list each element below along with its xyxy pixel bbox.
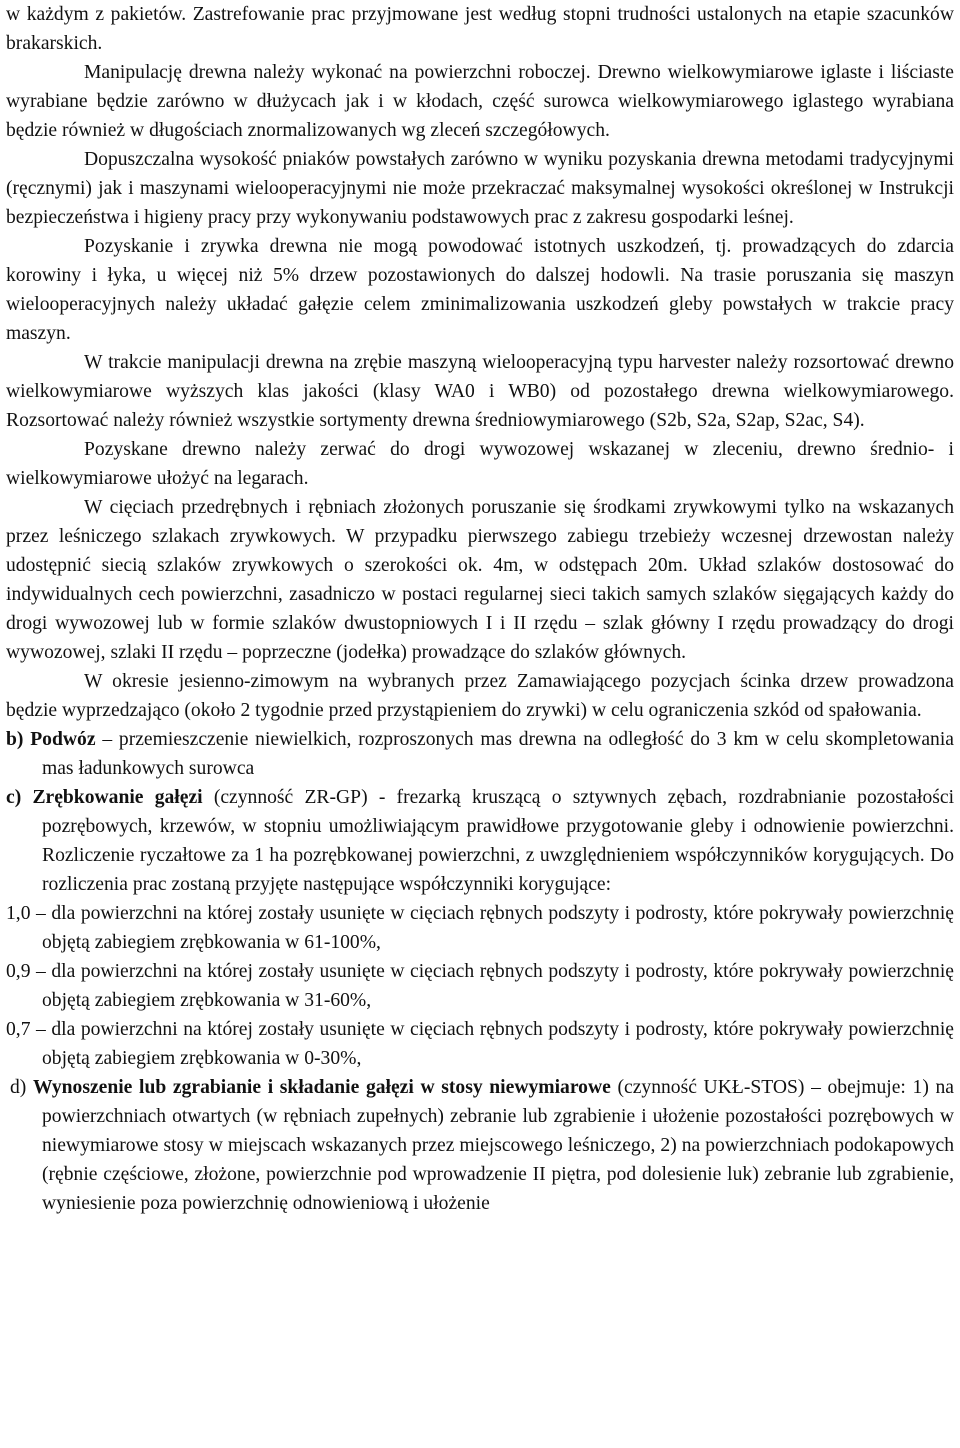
item-d-prefix: d) <box>10 1077 33 1098</box>
item-b-prefix: b) <box>6 729 31 750</box>
coefficient-text: – dla powierzchni na której zostały usunięte w cięciach rębnych podszyty i podrosty, które pokrywały powierzchnię objętą zabiegiem zrębkowania w 31-60%, <box>30 961 954 1011</box>
coefficient-value: 0,9 <box>6 961 31 982</box>
coefficient-value: 1,0 <box>6 903 31 924</box>
item-c-prefix: c) <box>6 787 33 808</box>
list-item-c <box>6 783 954 899</box>
item-b-text: – przemieszczenie niewielkich, rozproszonych mas drewna na odległość do 3 km w celu skompletowania mas ładunkowych surowca <box>42 729 954 779</box>
coefficient-value: 0,7 <box>6 1019 31 1040</box>
list-item-b <box>6 725 954 783</box>
paragraph-1: Manipulację drewna należy wykonać na powierzchni roboczej. Drewno wielkowymiarowe iglaste i liściaste wyrabiane będzie zarówno w dłużycach jak i w kłodach, część surowca wielkowymiarowego iglastego wyrabiana będzie również w długościach znormalizowanych wg zleceń szczegółowych. <box>6 62 954 141</box>
coefficient-text: – dla powierzchni na której zostały usunięte w cięciach rębnych podszyty i podrosty, które pokrywały powierzchnię objętą zabiegiem zrębkowania w 0-30%, <box>30 1019 954 1069</box>
coefficient-item <box>6 957 954 1015</box>
item-b-heading: Podwóz <box>30 729 96 750</box>
paragraph-2: Dopuszczalna wysokość pniaków powstałych zarówno w wyniku pozyskania drewna metodami tradycyjnymi (ręcznymi) jak i maszynami wielooperacyjnymi nie może przekraczać maksymalnej wysokości określonej w Instrukcji bezpieczeństwa i higieny pracy przy wykonywaniu podstawowych prac z zakresu gospodarki leśnej. <box>6 149 954 228</box>
coefficient-item <box>6 1015 954 1073</box>
paragraph-3: Pozyskanie i zrywka drewna nie mogą powodować istotnych uszkodzeń, tj. prowadzących do zdarcia korowiny i łyka, u więcej niż 5% drzew pozostawionych do dalszej hodowli. Na trasie poruszania się maszyn wielooperacyjnych należy układać gałęzie celem zminimalizowania uszkodzeń gleby powstałych w trakcie pracy maszyn. <box>6 236 954 344</box>
item-d-heading: Wynoszenie lub zgrabianie i składanie gałęzi w stosy niewymiarowe <box>32 1077 611 1098</box>
item-d-text: (czynność UKŁ-STOS) – obejmuje: 1) na powierzchniach otwartych (w rębniach zupełnych) zebranie lub zgrabienie i ułożenie pozostałości pozrębowych w niewymiarowe stosy w miejscach wskazanych przez miejscowego leśniczego, 2) na powierzchniach podokapowych (rębnie częściowe, złożone, powierzchnie pod wprowadzenie II piętra, pod dolesienie luk) zebranie lub zgrabienie, wyniesienie poza powierzchnię odnowieniową i ułożenie <box>42 1077 954 1214</box>
paragraph-0: w każdym z pakietów. Zastrefowanie prac przyjmowane jest według stopni trudności ustalonych na etapie szacunków brakarskich. <box>6 4 954 54</box>
list-item-d <box>6 1073 954 1218</box>
paragraph-6: W cięciach przedrębnych i rębniach złożonych poruszanie się środkami zrywkowymi tylko na wskazanych przez leśniczego szlakach zrywkowych. W przypadku pierwszego zabiegu trzebieży wczesnej drzewostan należy udostępnić siecią szlaków zrywkowych o szerokości ok. 4m, w odstępach 20m. Układ szlaków dostosować do indywidualnych cech powierzchni, zasadniczo w postaci regularnej sieci takich samych szlaków sięgających każdy do drogi wywozowej lub w formie szlaków dwustopniowych I i II rzędu – szlak główny I rzędu prowadzący do drogi wywozowej, szlaki II rzędu – poprzeczne (jodełka) prowadzące do szlaków głównych. <box>6 497 954 663</box>
paragraph-5: Pozyskane drewno należy zerwać do drogi wywozowej wskazanej w zleceniu, drewno średnio- i wielkowymiarowe ułożyć na legarach. <box>6 439 954 489</box>
item-c-text: (czynność ZR-GP) - frezarką kruszącą o sztywnych zębach, rozdrabnianie pozostałości pozrębowych, krzewów, w stopniu umożliwiającym prawidłowe przygotowanie gleby i odnowienie powierzchni. Rozliczenie ryczałtowe za 1 ha pozrębkowanej powierzchni, z uwzględnieniem współczynników korygujących. Do rozliczenia prac zostaną przyjęte następujące współczynniki korygujące: <box>42 787 955 895</box>
coefficient-text: – dla powierzchni na której zostały usunięte w cięciach rębnych podszyty i podrosty, które pokrywały powierzchnię objętą zabiegiem zrębkowania w 61-100%, <box>30 903 954 953</box>
paragraph-7: W okresie jesienno-zimowym na wybranych przez Zamawiającego pozycjach ścinka drzew prowadzona będzie wyprzedzająco (około 2 tygodnie przed przystąpieniem do zrywki) w celu ograniczenia szkód od spałowania. <box>6 671 954 721</box>
paragraph-4: W trakcie manipulacji drewna na zrębie maszyną wielooperacyjną typu harvester należy rozsortować drewno wielkowymiarowe wyższych klas jakości (klasy WA0 i WB0) od pozostałego drewna wielkowymiarowego. Rozsortować należy również wszystkie sortymenty drewna średniowymiarowego (S2b, S2a, S2ap, S2ac, S4). <box>6 352 954 431</box>
coefficient-item <box>6 899 954 957</box>
item-c-heading: Zrębkowanie gałęzi <box>32 787 203 808</box>
